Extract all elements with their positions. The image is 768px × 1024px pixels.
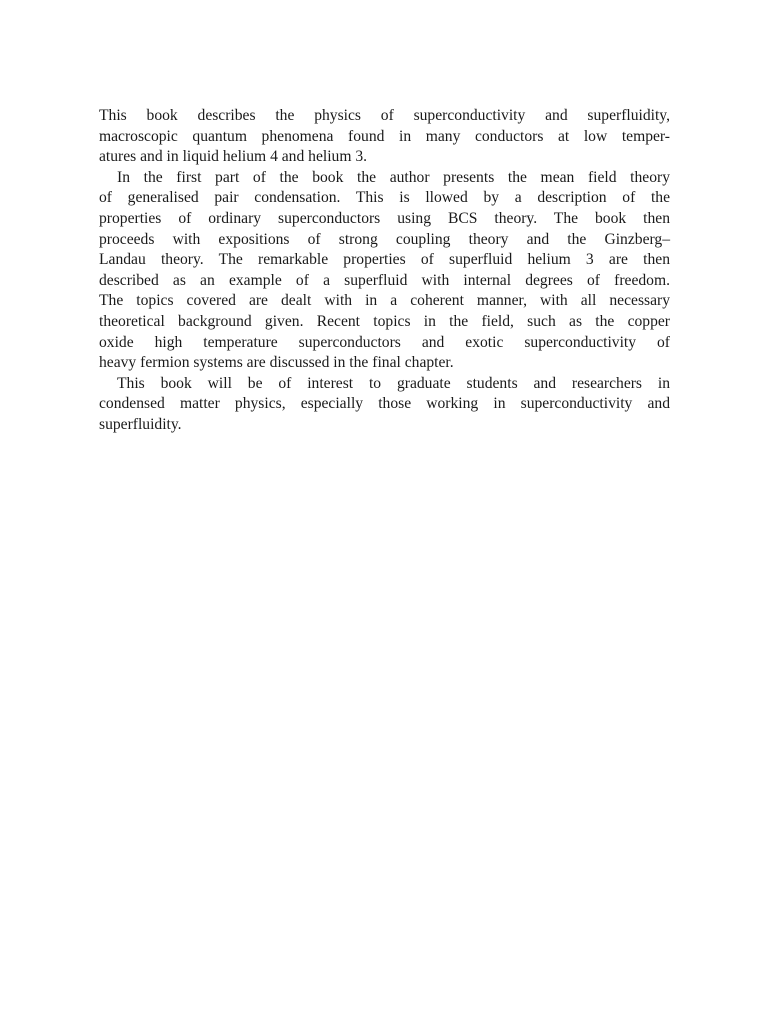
text-line: atures and in liquid helium 4 and helium 3. <box>99 148 368 166</box>
paragraph-3 <box>99 374 670 436</box>
text-line: of generalised pair condensation. This is llowed by a description of the <box>99 189 670 207</box>
text-line: This book describes the physics of superconductivity and superfluidity, <box>99 107 670 124</box>
text-line: properties of ordinary superconductors using BCS theory. The book then <box>99 209 670 227</box>
abstract-text <box>99 106 670 436</box>
text-line: oxide high temperature superconductors and exotic superconductivity of <box>99 333 670 351</box>
paragraph-1 <box>99 106 670 168</box>
text-line: proceeds with expositions of strong coupling theory and the Ginzberg– <box>99 230 670 248</box>
text-line: In the first part of the book the author presents the mean field theory <box>117 168 670 186</box>
paragraph-2 <box>99 168 670 374</box>
text-line: heavy fermion systems are discussed in the final chapter. <box>99 354 454 372</box>
text-line: This book will be of interest to graduate students and researchers in <box>117 374 670 392</box>
text-line: macroscopic quantum phenomena found in many conductors at low temper- <box>99 127 670 145</box>
text-line: theoretical background given. Recent topics in the field, such as the copper <box>99 312 670 330</box>
text-line: condensed matter physics, especially those working in superconductivity and <box>99 395 670 413</box>
text-line: superfluidity. <box>99 415 182 433</box>
text-line: The topics covered are dealt with in a coherent manner, with all necessary <box>99 292 670 310</box>
text-line: Landau theory. The remarkable properties of superfluid helium 3 are then <box>99 251 670 269</box>
text-line: described as an example of a superfluid with internal degrees of freedom. <box>99 271 670 289</box>
